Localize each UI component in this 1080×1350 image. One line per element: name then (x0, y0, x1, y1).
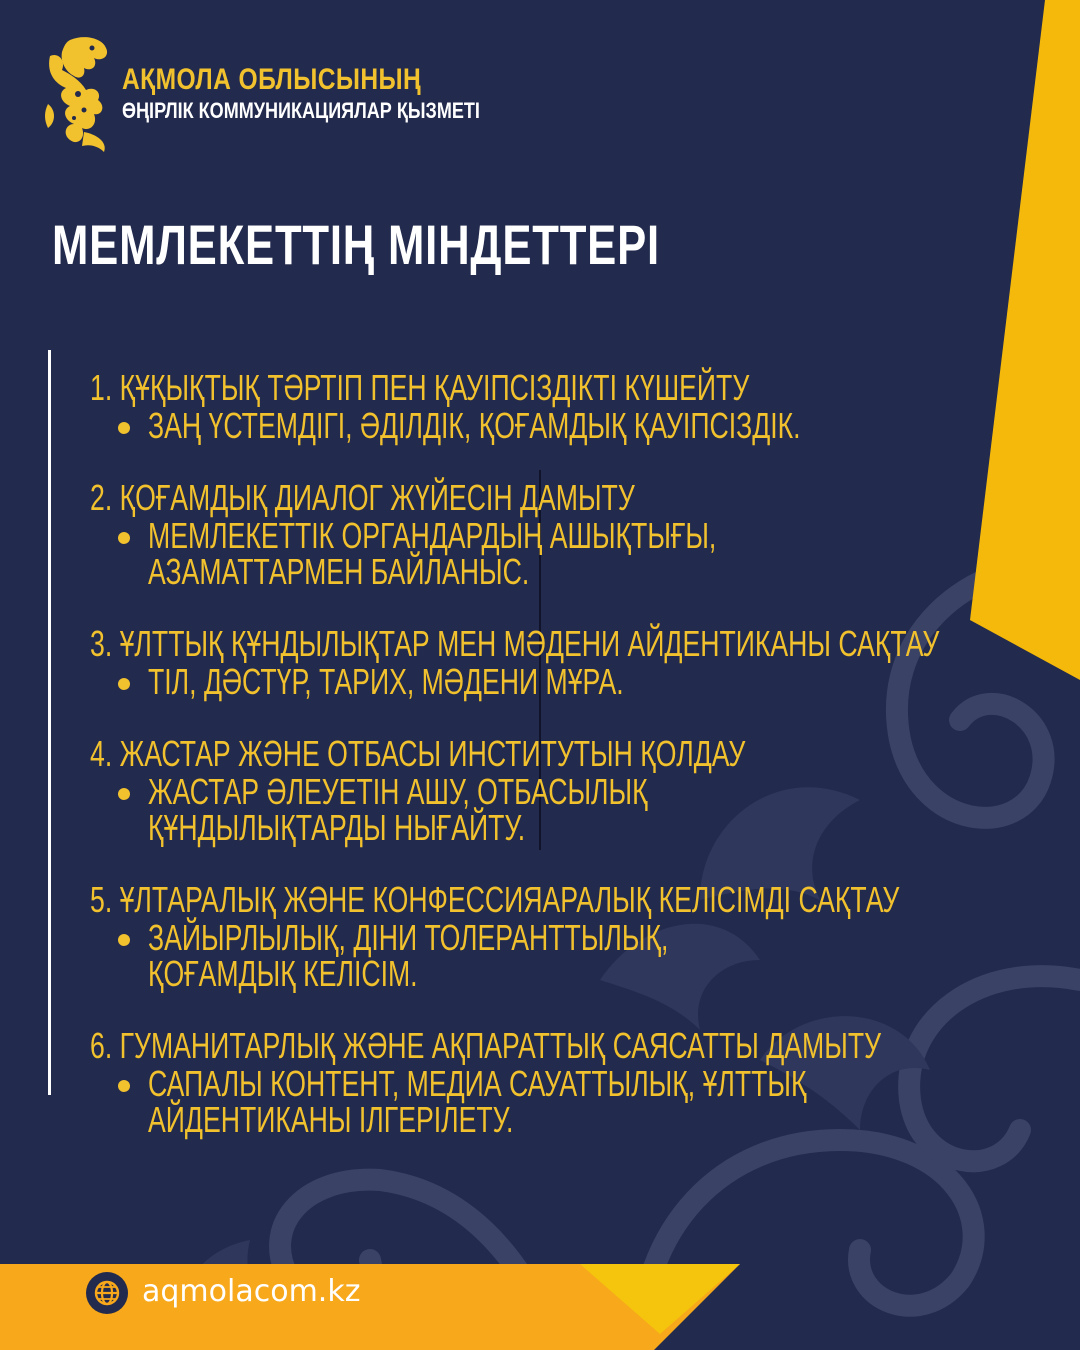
org-name-line1: АҚМОЛА ОБЛЫСЫНЫҢ (122, 63, 422, 96)
item-title: 1. ҚҰҚЫҚТЫҚ ТӘРТІП ПЕН ҚАУІПСІЗДІКТІ КҮШЕЙТУ (90, 367, 750, 408)
bullet-icon (118, 422, 130, 434)
item-title: 2. ҚОҒАМДЫҚ ДИАЛОГ ЖҮЙЕСІН ДАМЫТУ (90, 477, 635, 518)
item-title: 4. ЖАСТАР ЖӘНЕ ОТБАСЫ ИНСТИТУТЫН ҚОЛДАУ (90, 733, 746, 774)
snow-leopard-logo-icon (40, 34, 116, 154)
duties-list (90, 368, 1060, 1172)
bullet-icon (118, 678, 130, 690)
bullet-icon (118, 934, 130, 946)
bullet-icon (118, 788, 130, 800)
item-detail: ЗАҢ ҮСТЕМДІГІ, ӘДІЛДІК, ҚОҒАМДЫҚ ҚАУІПСІЗДІК. (148, 405, 801, 446)
item-title: 3. ҰЛТТЫҚ ҚҰНДЫЛЫҚТАР МЕН МӘДЕНИ АЙДЕНТИКАНЫ САҚТАУ (90, 623, 940, 664)
item-detail: ТІЛ, ДӘСТҮР, ТАРИХ, МӘДЕНИ МҰРА. (148, 661, 624, 702)
bullet-icon (118, 532, 130, 544)
globe-icon (86, 1272, 128, 1314)
list-item (90, 1026, 1060, 1138)
item-detail: ЖАСТАР ӘЛЕУЕТІН АШУ, ОТБАСЫЛЫҚ ҚҰНДЫЛЫҚТАРДЫ НЫҒАЙТУ. (148, 771, 648, 848)
item-title: 6. ГУМАНИТАРЛЫҚ ЖӘНЕ АҚПАРАТТЫҚ САЯСАТТЫ ДАМЫТУ (90, 1025, 882, 1066)
list-item (90, 734, 1060, 846)
item-detail: ЗАЙЫРЛЫЛЫҚ, ДІНИ ТОЛЕРАНТТЫЛЫҚ, ҚОҒАМДЫҚ КЕЛІСІМ. (148, 917, 669, 994)
list-item (90, 880, 1060, 992)
org-name-line2: ӨҢІРЛІК КОММУНИКАЦИЯЛАР ҚЫЗМЕТІ (122, 98, 480, 123)
item-detail: САПАЛЫ КОНТЕНТ, МЕДИА САУАТТЫЛЫҚ, ҰЛТТЫҚ АЙДЕНТИКАНЫ ІЛГЕРІЛЕТУ. (148, 1063, 807, 1140)
website-link[interactable]: aqmolacom.kz (142, 1274, 361, 1309)
item-detail: МЕМЛЕКЕТТІК ОРГАНДАРДЫҢ АШЫҚТЫҒЫ, АЗАМАТТАРМЕН БАЙЛАНЫС. (148, 515, 717, 592)
list-item (90, 478, 1060, 590)
bullet-icon (118, 1080, 130, 1092)
item-title: 5. ҰЛТАРАЛЫҚ ЖӘНЕ КОНФЕССИЯАРАЛЫҚ КЕЛІСІМДІ САҚТАУ (90, 879, 900, 920)
list-item (90, 624, 1060, 700)
header (40, 34, 559, 154)
left-divider (48, 350, 51, 1095)
page-title: МЕМЛЕКЕТТІҢ МІНДЕТТЕРІ (52, 213, 660, 276)
list-item (90, 368, 1060, 444)
